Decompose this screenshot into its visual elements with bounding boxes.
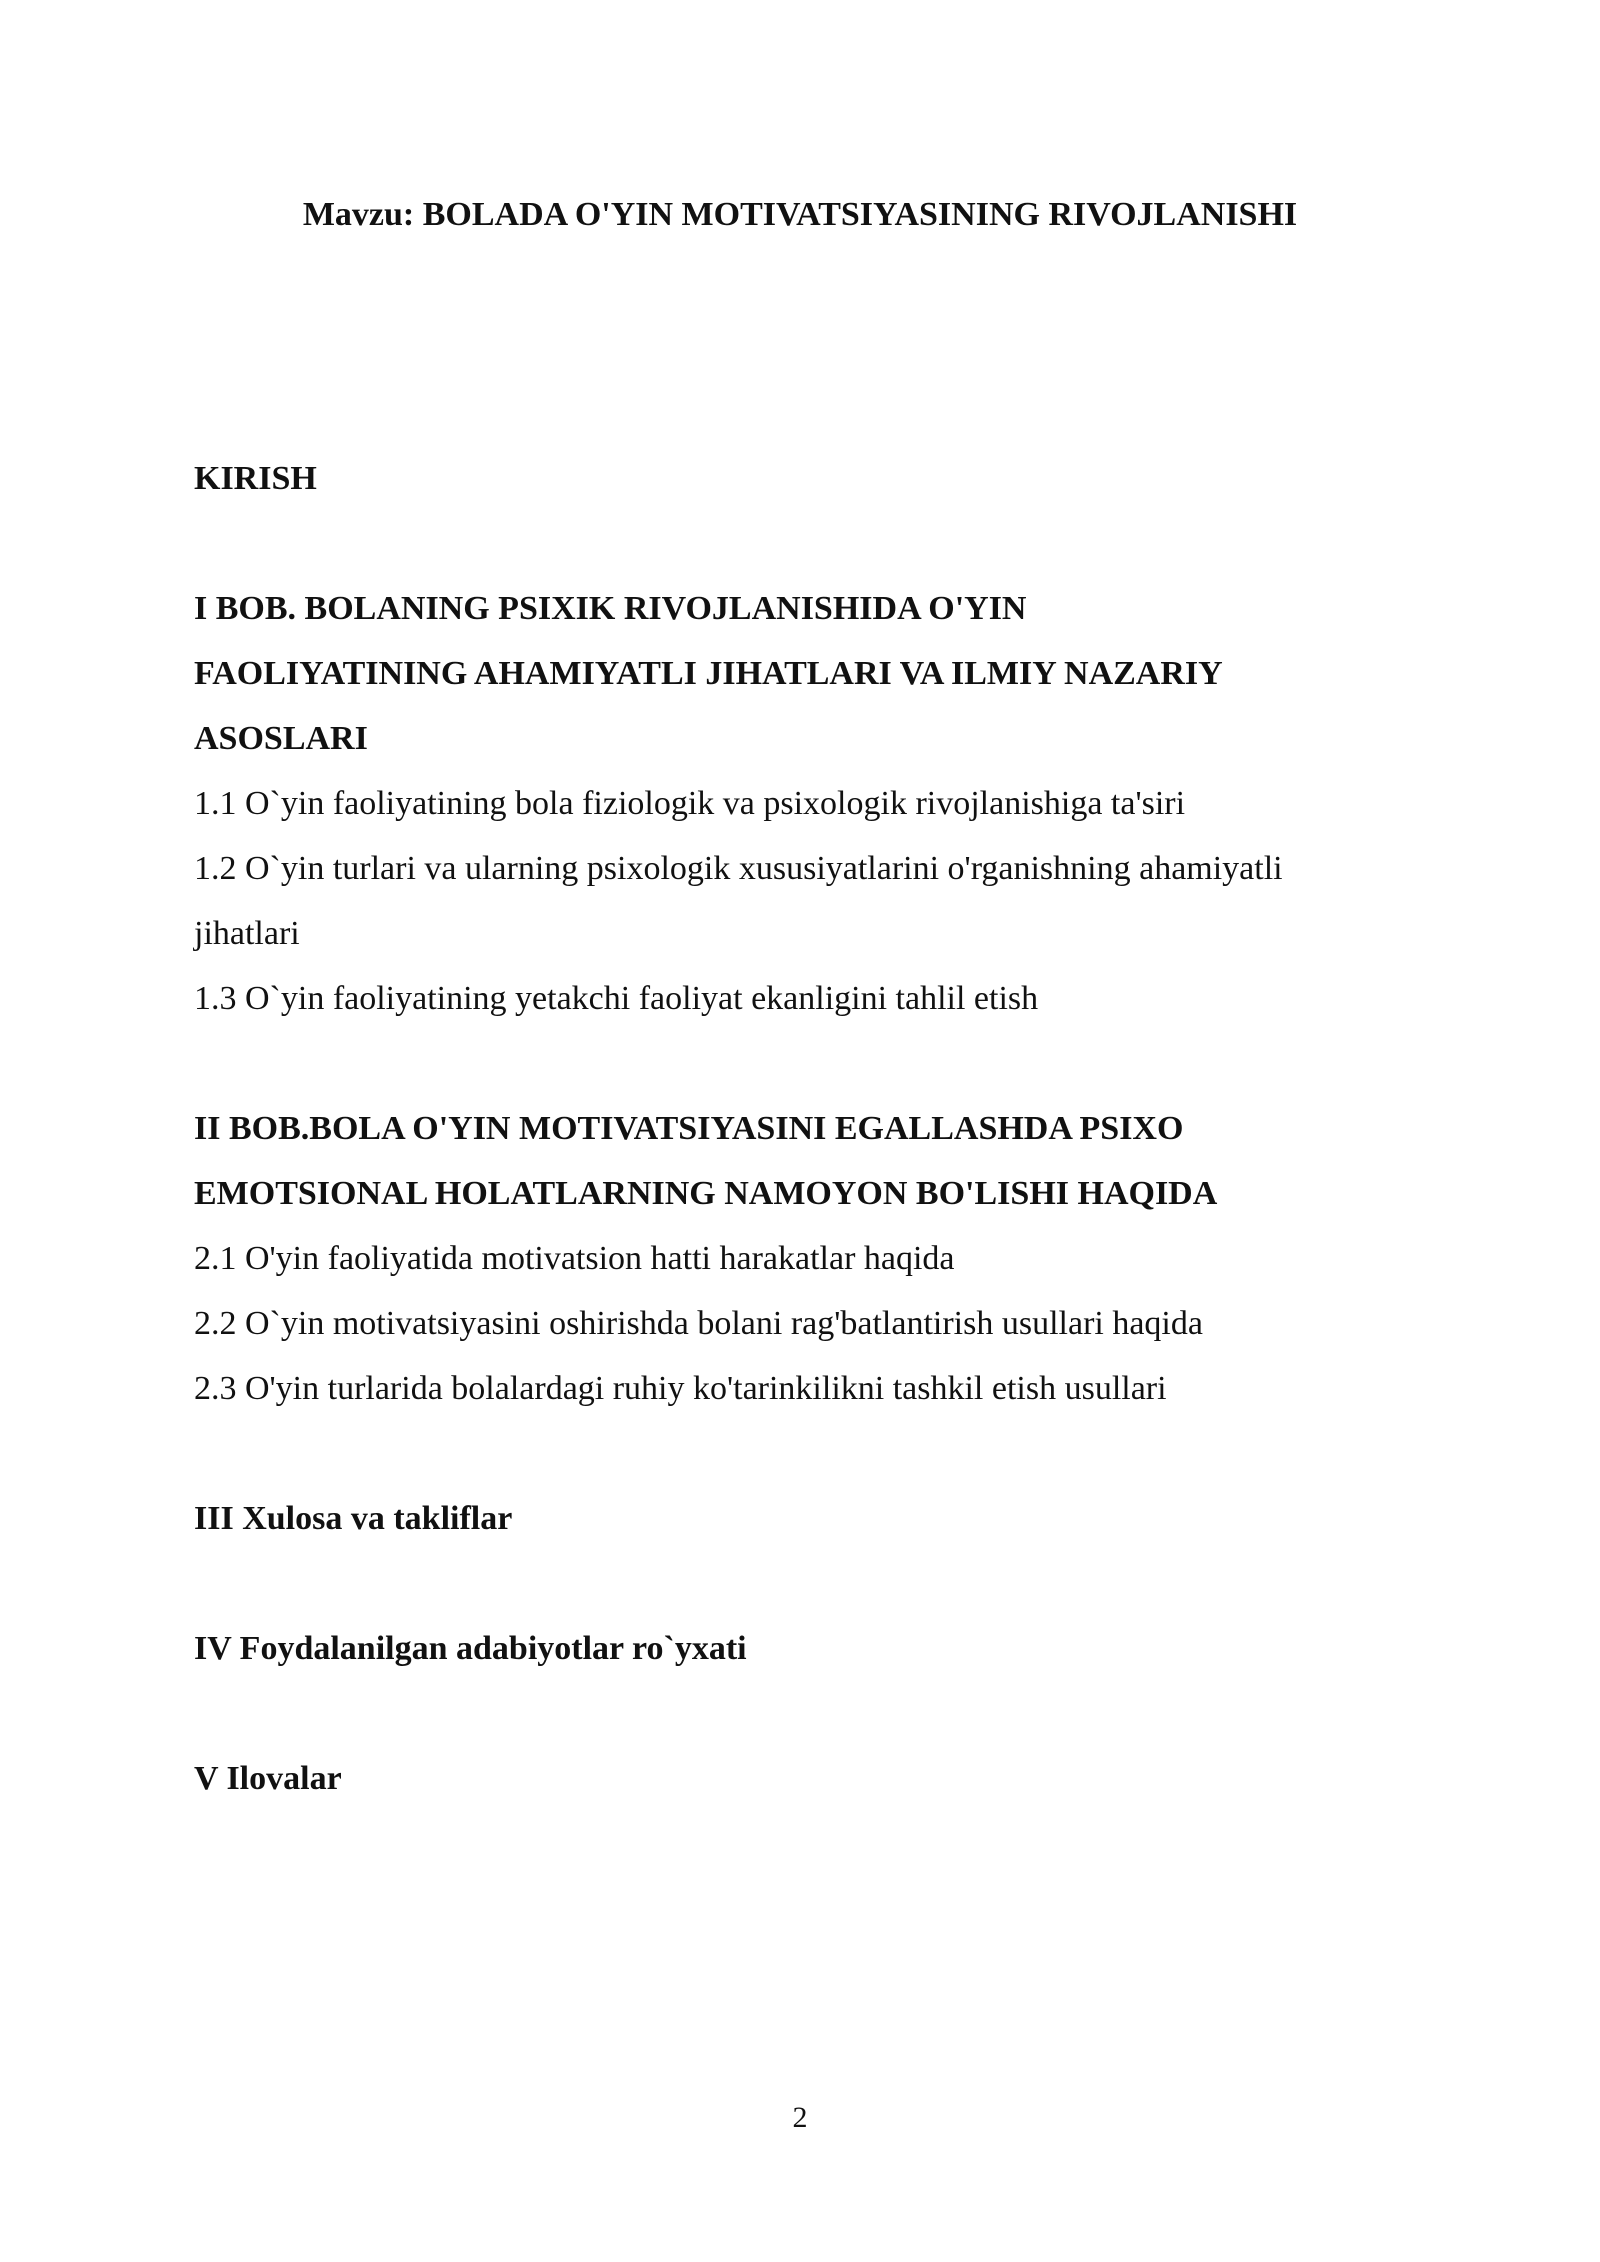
- chapter1-heading-line-3: ASOSLARI: [194, 720, 368, 757]
- document-title: Mavzu: BOLADA O'YIN MOTIVATSIYASINING RIVOJLANISHI: [302, 196, 1298, 233]
- references-heading-text: IV Foydalanilgan adabiyotlar ro`yxati: [194, 1630, 747, 1667]
- appendices-heading: [194, 1746, 1434, 1811]
- references-heading: [194, 1616, 1434, 1681]
- chapter1-item-1-3: 1.3 O`yin faoliyatining yetakchi faoliyat ekanligini tahlil etish: [194, 980, 1039, 1017]
- chapter2-section: [194, 1096, 1434, 1421]
- conclusion-heading: [194, 1486, 1434, 1551]
- chapter2-heading-line-2: EMOTSIONAL HOLATLARNING NAMOYON BO'LISHI HAQIDA: [194, 1175, 1218, 1212]
- chapter1-section: [194, 576, 1434, 1031]
- appendices-heading-text: V Ilovalar: [194, 1760, 342, 1797]
- chapter1-heading-line-2: FAOLIYATINING AHAMIYATLI JIHATLARI VA ILMIY NAZARIY: [194, 655, 1223, 692]
- intro-heading-text: KIRISH: [194, 460, 317, 497]
- chapter1-item-1-1: 1.1 O`yin faoliyatining bola fiziologik va psixologik rivojlanishiga ta'siri: [194, 785, 1186, 822]
- chapter2-item-2-2: 2.2 O`yin motivatsiyasini oshirishda bolani rag'batlantirish usullari haqida: [194, 1305, 1203, 1342]
- chapter1-item-1-2-continued: jihatlari: [194, 915, 300, 952]
- chapter1-item-1-2: 1.2 O`yin turlari va ularning psixologik xususiyatlarini o'rganishning ahamiyatli: [194, 850, 1283, 887]
- chapter2-item-2-1: 2.1 O'yin faoliyatida motivatsion hatti harakatlar haqida: [194, 1240, 955, 1277]
- page-number: 2: [792, 2101, 808, 2134]
- conclusion-heading-text: III Xulosa va takliflar: [194, 1500, 513, 1537]
- intro-heading: [194, 446, 1434, 511]
- chapter2-item-2-3: 2.3 O'yin turlarida bolalardagi ruhiy ko'tarinkilikni tashkil etish usullari: [194, 1370, 1167, 1407]
- chapter1-heading-line-1: I BOB. BOLANING PSIXIK RIVOJLANISHIDA O'YIN: [194, 590, 1027, 627]
- chapter2-heading-line-1: II BOB.BOLA O'YIN MOTIVATSIYASINI EGALLASHDA PSIXO: [194, 1110, 1184, 1147]
